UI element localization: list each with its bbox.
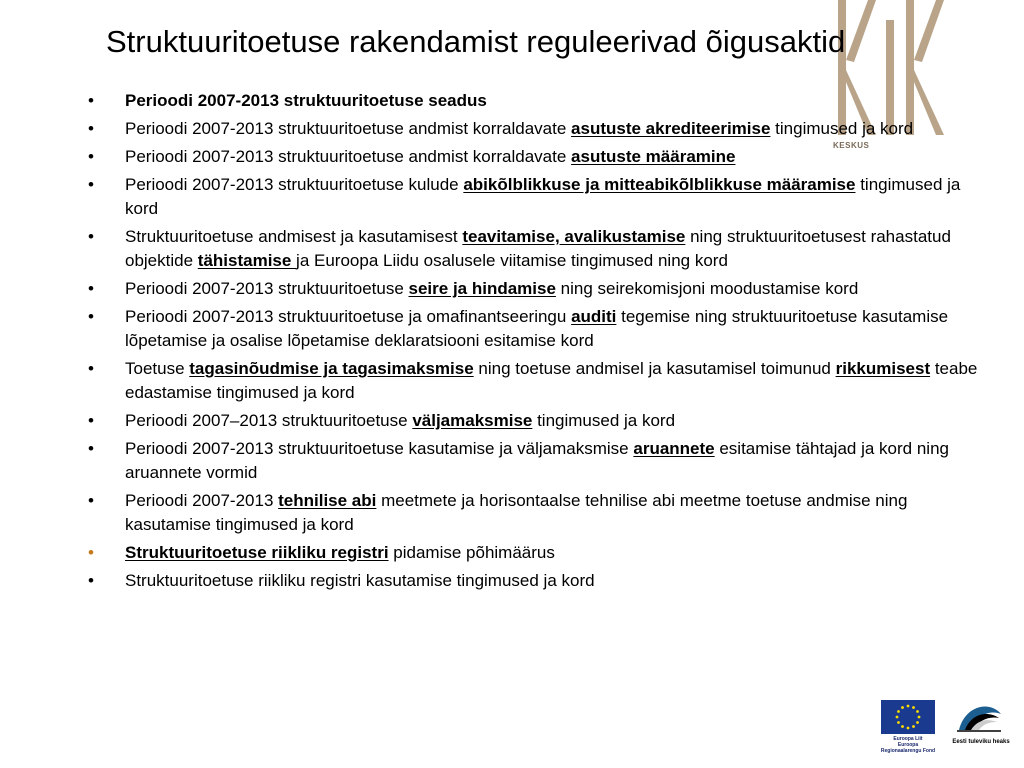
bullet-text: Perioodi 2007–2013 struktuuritoetuse	[125, 411, 413, 430]
regulation-link[interactable]: teavitamise, avalikustamise	[462, 227, 686, 246]
bullet-item	[85, 89, 990, 113]
eu-star-icon	[916, 721, 919, 724]
bullet-text: Perioodi 2007-2013 struktuuritoetuse andmist korraldavate	[125, 119, 572, 138]
eu-star-icon	[897, 710, 900, 713]
eu-star-icon	[918, 716, 921, 719]
bullet-marker: •	[88, 279, 94, 298]
bullet-text: Perioodi 2007-2013 struktuuritoetuse andmist korraldavate	[125, 147, 572, 166]
eesti-tuleviku-heaks-logo	[955, 700, 1003, 738]
bullet-item	[85, 225, 990, 273]
bullet-marker: •	[88, 439, 94, 458]
eu-caption-line-3: Regionaalarengu Fond	[880, 748, 936, 754]
bullet-text: ning struktuuritoetusest rahastatud objektide	[125, 227, 951, 270]
bullet-item	[85, 569, 990, 593]
bullet-text: ja Euroopa Liidu osalusele viitamise tingimused ning kord	[296, 251, 728, 270]
eu-star-icon	[912, 725, 915, 728]
bullet-text: teabe edastamise tingimused ja kord	[125, 359, 978, 402]
eu-caption-line-2: Euroopa	[897, 742, 919, 748]
logo-caption: KESKUS	[833, 141, 870, 150]
bullet-marker: •	[88, 147, 94, 166]
bullet-item	[85, 145, 990, 169]
bullet-item	[85, 437, 990, 485]
eu-star-icon	[901, 725, 904, 728]
bullet-text: tingimused ja kord	[532, 411, 676, 430]
bullet-text: tegemise ning struktuuritoetuse kasutamise lõpetamise ja osalise lõpetamise deklaratsiooni esitamise kord	[125, 307, 949, 350]
regulation-link[interactable]: seire ja hindamise	[408, 279, 556, 298]
bullet-item	[85, 173, 990, 221]
bullet-marker: •	[88, 175, 94, 194]
bullet-text: ning toetuse andmisel ja kasutamisel toimunud	[473, 359, 836, 378]
bullet-text: Struktuuritoetuse andmisest ja kasutamisest	[125, 227, 463, 246]
page-title: Struktuuritoetuse rakendamist reguleerivad õigusaktid	[106, 24, 846, 59]
bullet-item	[85, 541, 990, 565]
regulation-link[interactable]: väljamaksmise	[412, 411, 533, 430]
regulation-link[interactable]: asutuste akrediteerimise	[571, 119, 771, 138]
bullet-marker: •	[88, 571, 94, 590]
eu-flag-icon	[881, 700, 935, 734]
bullet-text: Toetuse	[125, 359, 190, 378]
bullet-text: Perioodi 2007-2013 struktuuritoetuse ja omafinantseeringu	[125, 307, 572, 326]
regulation-link[interactable]: aruannete	[633, 439, 715, 458]
regulation-link[interactable]: tehnilise abi	[278, 491, 377, 510]
ee-caption: Eesti tuleviku heaks	[952, 739, 1010, 745]
eu-star-icon	[907, 727, 910, 730]
bullet-marker: •	[88, 491, 94, 510]
eu-star-icon	[897, 721, 900, 724]
bullet-text: Perioodi 2007-2013 struktuuritoetuse kasutamise ja väljamaksmise	[125, 439, 634, 458]
bullet-marker: •	[88, 359, 94, 378]
bullet-text: esitamise tähtajad ja kord ning aruannete vormid	[125, 439, 949, 482]
bullet-item	[85, 277, 990, 301]
bullet-text: Perioodi 2007-2013	[125, 491, 279, 510]
eu-star-icon	[901, 706, 904, 709]
bullet-text-bold: Perioodi 2007-2013 struktuuritoetuse seadus	[125, 91, 487, 110]
bullet-marker: •	[88, 411, 94, 430]
bullet-item	[85, 357, 990, 405]
bullet-text: Struktuuritoetuse riikliku registri kasutamise tingimused ja kord	[125, 571, 595, 590]
regulation-link[interactable]: tagasinõudmise ja tagasimaksmise	[189, 359, 474, 378]
bullet-item	[85, 117, 990, 141]
regulation-link[interactable]: auditi	[571, 307, 617, 326]
bullet-text: tingimused ja kord	[770, 119, 914, 138]
eu-star-icon	[896, 716, 899, 719]
bullet-marker: •	[88, 307, 94, 326]
bullet-item	[85, 409, 990, 433]
bullet-marker: •	[88, 227, 94, 246]
bullet-marker: •	[88, 119, 94, 138]
regulation-link[interactable]: abikõlblikkuse ja mitteabikõlblikkuse määramise	[463, 175, 856, 194]
eu-star-icon	[916, 710, 919, 713]
bullet-item	[85, 305, 990, 353]
bullet-list	[85, 89, 990, 597]
eu-caption-line-1: Euroopa Liit	[893, 736, 923, 742]
bullet-text: ning seirekomisjoni moodustamise kord	[555, 279, 859, 298]
regulation-link[interactable]: rikkumisest	[835, 359, 931, 378]
bullet-item	[85, 489, 990, 537]
regulation-link[interactable]: tähistamise	[197, 251, 297, 270]
regulation-link[interactable]: Struktuuritoetuse riikliku registri	[125, 543, 389, 562]
bullet-text: Perioodi 2007-2013 struktuuritoetuse kulude	[125, 175, 464, 194]
bullet-text: pidamise põhimäärus	[388, 543, 555, 562]
eu-star-icon	[907, 705, 910, 708]
bullet-text: tingimused ja kord	[125, 175, 961, 218]
bullet-text: meetmete ja horisontaalse tehnilise abi meetme toetuse andmise ning kasutamise tingimused ja kord	[125, 491, 908, 534]
eu-star-icon	[912, 706, 915, 709]
bullet-marker: •	[88, 91, 94, 110]
bullet-text: Perioodi 2007-2013 struktuuritoetuse	[125, 279, 409, 298]
eu-caption	[872, 736, 944, 754]
regulation-link[interactable]: asutuste määramine	[571, 147, 736, 166]
bullet-marker: •	[88, 543, 94, 562]
